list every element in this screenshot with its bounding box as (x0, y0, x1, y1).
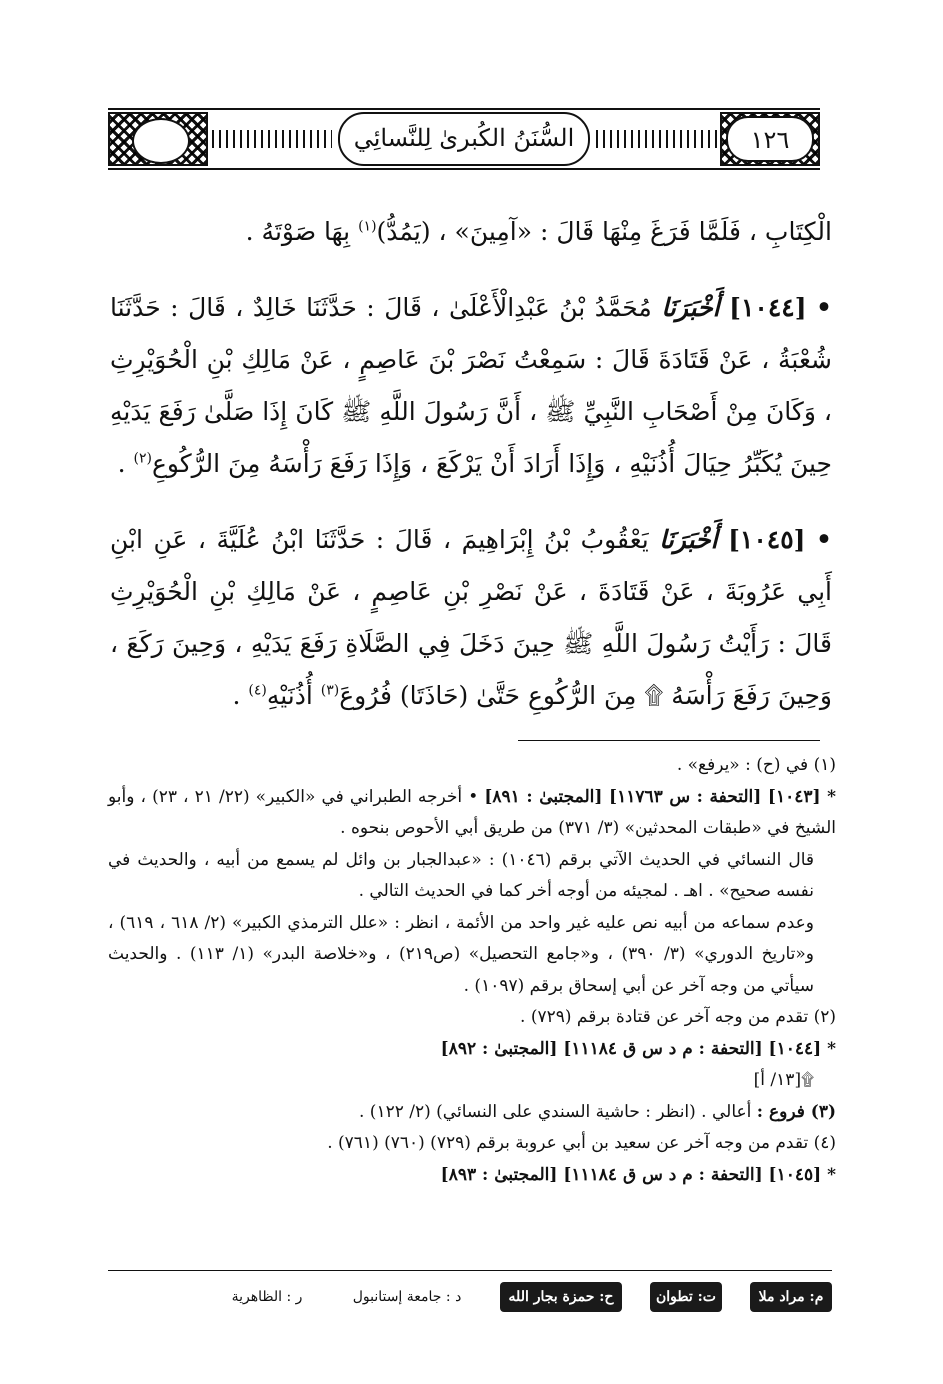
legend-rule (108, 1270, 832, 1271)
hadith-1045 (110, 514, 832, 722)
hadith-text-end: أُذُنَيْهِ (266, 681, 313, 710)
footnote-separator (518, 740, 820, 741)
main-text (110, 206, 832, 258)
takhrij-1045: * [١٠٤٥] [التحفة : م د س ق ١١١٨٤] [المجتبىٰ : ٨٩٣] (440, 1164, 836, 1185)
book-seal-icon (132, 118, 190, 164)
continuation-end: بِهَا صَوْتَهُ . (245, 217, 351, 246)
book-seal-ornament (108, 112, 208, 166)
footnote-marker-1: (١) (358, 218, 377, 235)
akhbarana-word: أَخْبَرَنَا (661, 293, 720, 322)
manuscript-tag-h: ح: حمزة بجار الله (500, 1282, 622, 1312)
hadith-number: [١٠٤٥] (728, 525, 806, 554)
header-top-rule (108, 108, 820, 110)
manuscript-tag-m: م: مراد ملا (750, 1282, 832, 1312)
footnote-marker-4: (٤) (248, 682, 267, 699)
takhrij-1043-nasai: قال النسائي في الحديث الآتي برقم (١٠٤٦) : «عبدالجبار بن وائل لم يسمع من أبيه ، والحديث في نفسه صحيح» . اهـ . لمجيئه من أوجه أخر كما في الحديث التالي . (108, 849, 815, 901)
footnote-3 (108, 1097, 836, 1129)
page-number: ١٢٦ (750, 126, 790, 154)
page-number-box (726, 116, 814, 162)
page-number-ornament (720, 112, 820, 166)
hadith-end: . (232, 681, 241, 710)
hadith-bullet: • (816, 293, 832, 322)
footnote-marker-3: (٣) (320, 682, 340, 699)
takhrij-1044: * [١٠٤٤] [التحفة : م د س ق ١١١٨٤] [المجتبىٰ : ٨٩٢] (440, 1038, 836, 1059)
akhbarana-word: أَخْبَرَنَا (659, 525, 718, 554)
hadith-number: [١٠٤٤] (729, 293, 807, 322)
manuscript-tag-d: د : جامعة إستانبول (352, 1289, 462, 1305)
hadith-text: يَعْقُوبُ بْنُ إِبْرَاهِيمَ ، قَالَ : حَدَّثَنَا ابْنُ عُلَيَّةَ ، عَنِ ابْنِ أَبِي عَرُوبَةَ ، عَنْ قَتَادَةَ ، عَنْ نَصْرِ بْنِ عَاصِمٍ ، عَنْ مَالِكِ بْنِ الْحُوَيْرِثِ قَالَ : رَأَيْتُ رَسُولَ اللَّهِ ﷺ حِينَ دَخَلَ فِي الصَّلَاةِ رَفَعَ يَدَيْهِ ، وَحِينَ رَكَعَ ، وَحِينَ رَفَعَ رَأْسَهُ ۩ مِنَ الرُّكُوعِ حَتَّىٰ (حَاذَتَا) فُرُوعَ (110, 525, 832, 710)
continuation-text: الْكِتَابِ ، فَلَمَّا فَرَغَ مِنْهَا قَالَ : «آمِينَ» ، (يَمُدُّ) (376, 217, 832, 246)
hadith-text: مُحَمَّدُ بْنُ عَبْدِالْأَعْلَىٰ ، قَالَ : حَدَّثَنَا خَالِدٌ ، قَالَ : حَدَّثَنَا شُعْبَةُ ، عَنْ قَتَادَةَ قَالَ : سَمِعْتُ نَصْرَ بْنَ عَاصِمٍ ، عَنْ مَالِكِ بْنِ الْحُوَيْرِثِ ، وَكَانَ مِنْ أَصْحَابِ النَّبِيِّ ﷺ ، أَنَّ رَسُولَ اللَّهِ ﷺ كَانَ إِذَا صَلَّىٰ رَفَعَ يَدَيْهِ حِينَ يُكَبِّرُ حِيَالَ أُذُنَيْهِ ، وَإِذَا أَرَادَ أَنْ يَرْكَعَ ، وَإِذَا رَفَعَ رَأْسَهُ مِنَ الرُّكُوعِ (110, 293, 832, 478)
footnote-1: (١) في (ح) : «يرفع» . (676, 755, 836, 775)
footnote-2: (٢) تقدم من وجه آخر عن قتادة برقم (٧٢٩) . (520, 1007, 836, 1027)
takhrij-1043-head: * [١٠٤٣] [التحفة : س ١١٧٦٣] [المجتبىٰ : ٨٩١] (484, 786, 836, 807)
takhrij-1043-sources: وعدم سماعه من أبيه نص عليه غير واحد من الأئمة ، انظر : «علل الترمذي الكبير» (٢/ ٦١٨ ، ٦١٩) ، و«تاريخ الدوري» (٣/ ٣٩٠) ، و«جامع التحصيل» (ص٢١٩) ، و«خلاصة البدر» (١/ ١١٣) . والحديث سيأتي من وجه آخر عن أبي إسحاق برقم (١٠٩٧) . (108, 912, 815, 996)
continuation-paragraph (110, 206, 832, 258)
title-plaque (338, 112, 590, 166)
page-header (108, 108, 820, 170)
footnote-3-label: (٣) فروع : (756, 1101, 836, 1122)
manuscript-tag-r: ر : الظاهرية (231, 1289, 303, 1305)
header-ornament-band-left (212, 130, 332, 148)
takhrij-1043-text: • أخرجه الطبراني في «الكبير» (٢٢/ ٢١ ، ٢٣) ، وأبو الشيخ في «طبقات المحدثين» (٣/ ٣٧١) من طريق أبي الأحوص بنحوه . (108, 786, 836, 838)
header-bottom-rule (108, 168, 820, 170)
footnote-4: (٤) تقدم من وجه آخر عن سعيد بن أبي عروبة برقم (٧٢٩) (٧٦٠) (٧٦١) . (327, 1133, 836, 1153)
hadith-end: . (117, 449, 126, 478)
manuscript-legend (108, 1282, 832, 1320)
takhrij-1043 (108, 782, 836, 845)
running-title: السُّنَنُ الكُبرىٰ لِلنَّسائِي (353, 124, 575, 152)
folio-marker: ۩[١٣/ أ] (753, 1070, 814, 1090)
footnote-3-text: أعالي . (انظر : حاشية السندي على النسائي) (٢/ ١٢٢) . (358, 1101, 752, 1122)
hadith-1044 (110, 282, 832, 490)
hadith-bullet: • (816, 525, 832, 554)
footnote-marker-2: (٢) (133, 450, 152, 467)
header-ornament-band-right (596, 130, 722, 148)
footnotes (108, 750, 836, 1191)
manuscript-tag-t: ت: تطوان (650, 1282, 722, 1312)
